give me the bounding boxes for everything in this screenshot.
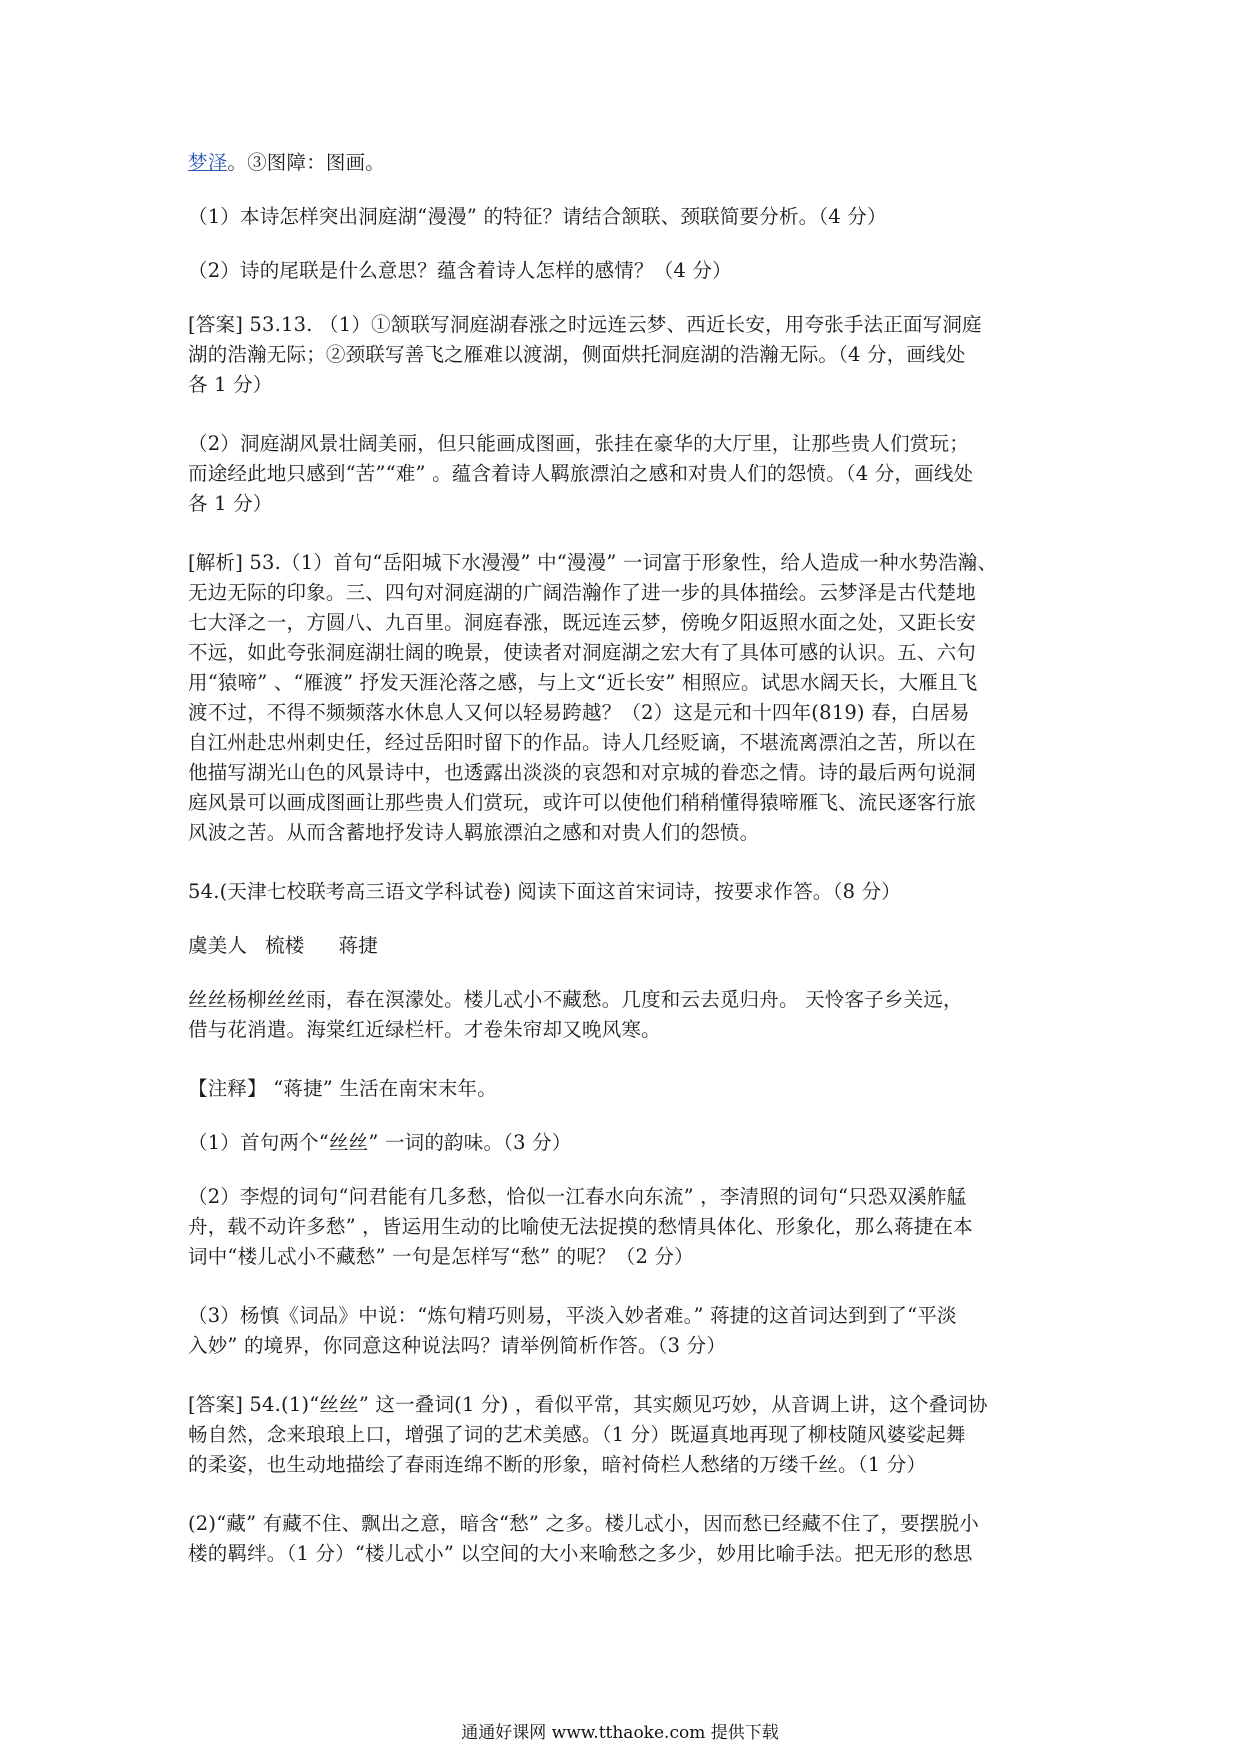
text-line: [答案] 53.13. （1）①颔联写洞庭湖春涨之时远连云梦、西近长安，用夸张手法正面写洞庭 — [188, 313, 982, 336]
text-line: [解析] 53.（1）首句“岳阳城下水漫漫” 中“漫漫” 一词富于形象性，给人造成一种水势浩瀚、 — [188, 551, 998, 574]
footnote-text: 。③图障：图画。 — [227, 151, 386, 174]
text-line: 用“猿啼” 、“雁渡” 抒发天涯沦落之感，与上文“近长安” 相照应。试思水阔天长，大雁且飞 — [188, 671, 978, 694]
text-line: 词中“楼儿忒小不藏愁” 一句是怎样写“愁” 的呢？（2 分） — [188, 1245, 694, 1268]
document-body — [188, 148, 1058, 1598]
answer-53-part1 — [188, 310, 1058, 400]
text-line: 自江州赴忠州刺史任，经过岳阳时留下的作品。诗人几经贬谪，不堪流离漂泊之苦，所以在 — [188, 731, 977, 754]
question-53-2: （2）诗的尾联是什么意思？蕴含着诗人怎样的感情？（4 分） — [188, 259, 732, 282]
question-54-heading: 54.(天津七校联考高三语文学科试卷) 阅读下面这首宋词诗，按要求作答。（8 分） — [188, 880, 901, 903]
footnote-continuation — [188, 148, 1058, 178]
text-line: 庭风景可以画成图画让那些贵人们赏玩，或许可以使他们稍稍懂得猿啼雁飞、流民逐客行旅 — [188, 791, 977, 814]
text-line: [答案] 54.(1)“丝丝” 这一叠词(1 分) ，看似平常，其实颇见巧妙，从音调上讲，这个叠词协 — [188, 1393, 988, 1416]
page-footer: 通通好课网 www.tthaoke.com 提供下载 — [461, 1723, 779, 1743]
text-line: 舟，载不动许多愁” ，皆运用生动的比喻使无法捉摸的愁情具体化、形象化，那么蒋捷在本 — [188, 1215, 973, 1238]
question-53-1: （1）本诗怎样突出洞庭湖“漫漫” 的特征？请结合颔联、颈联简要分析。（4 分） — [188, 205, 887, 228]
text-line: 湖的浩瀚无际；②颈联写善飞之雁难以渡湖，侧面烘托洞庭湖的浩瀚无际。（4 分，画线处 — [188, 343, 966, 366]
text-line: 不远，如此夸张洞庭湖壮阔的晚景，使读者对洞庭湖之宏大有了具体可感的认识。五、六句 — [188, 641, 977, 664]
answer-54-part1 — [188, 1390, 1058, 1480]
text-line: 而途经此地只感到“苦”“难” 。蕴含着诗人羁旅漂泊之感和对贵人们的怨愤。（4 分，画线处 — [188, 462, 974, 485]
text-line: 风波之苦。从而含蓄地抒发诗人羁旅漂泊之感和对贵人们的怨愤。 — [188, 821, 760, 844]
link-mengze[interactable]: 梦泽 — [188, 151, 228, 174]
poem-note: 【注释】 “蒋捷” 生活在南宋末年。 — [188, 1077, 497, 1100]
text-line: 借与花消遣。海棠红近绿栏杆。才卷朱帘却又晚风寒。 — [188, 1018, 661, 1041]
text-line: 丝丝杨柳丝丝雨，春在溟濛处。楼儿忒小不藏愁。几度和云去觅归舟。 天怜客子乡关远， — [188, 988, 963, 1011]
answer-54-part2 — [188, 1509, 1058, 1569]
text-line: (2)“藏” 有藏不住、飘出之意，暗含“愁” 之多。楼儿忒小，因而愁已经藏不住了，要摆脱小 — [188, 1512, 979, 1535]
question-54-3 — [188, 1301, 1058, 1361]
text-line: （2）洞庭湖风景壮阔美丽，但只能画成图画，张挂在豪华的大厅里，让那些贵人们赏玩； — [188, 432, 969, 455]
poem-text — [188, 985, 1058, 1045]
text-line: 楼的羁绊。（1 分）“楼儿忒小” 以空间的大小来喻愁之多少，妙用比喻手法。把无形的愁思 — [188, 1542, 973, 1565]
text-line: 入妙” 的境界，你同意这种说法吗？请举例简析作答。（3 分） — [188, 1334, 727, 1357]
poem-subtitle: 梳楼 — [265, 934, 305, 957]
text-line: 各 1 分） — [188, 492, 273, 515]
question-54-1: （1）首句两个“丝丝” 一词的韵味。（3 分） — [188, 1131, 572, 1154]
text-line: （3）杨慎《词品》中说：“炼句精巧则易，平淡入妙者难。” 蒋捷的这首词达到到了“平淡 — [188, 1304, 957, 1327]
text-line: 他描写湖光山色的风景诗中，也透露出淡淡的哀怨和对京城的眷恋之情。诗的最后两句说洞 — [188, 761, 977, 784]
poem-title — [188, 931, 1058, 961]
text-line: 的柔姿，也生动地描绘了春雨连绵不断的形象，暗衬倚栏人愁绪的万缕千丝。（1 分） — [188, 1453, 927, 1476]
poem-author: 蒋捷 — [338, 934, 378, 957]
poem-tune-name: 虞美人 — [188, 934, 248, 957]
text-line: 各 1 分） — [188, 373, 273, 396]
text-line: 无边无际的印象。三、四句对洞庭湖的广阔浩瀚作了进一步的具体描绘。云梦泽是古代楚地 — [188, 581, 977, 604]
question-54-2 — [188, 1182, 1058, 1272]
text-line: 七大泽之一，方圆八、九百里。洞庭春涨，既远连云梦，傍晚夕阳返照水面之处，又距长安 — [188, 611, 977, 634]
text-line: （2）李煜的词句“问君能有几多愁，恰似一江春水向东流” ，李清照的词句“只恐双溪舴艋 — [188, 1185, 967, 1208]
text-line: 渡不过，不得不频频落水休息人又何以轻易跨越？（2）这是元和十四年(819) 春，白居易 — [188, 701, 970, 724]
analysis-53 — [188, 548, 1058, 848]
answer-53-part2 — [188, 429, 1058, 519]
text-line: 畅自然，念来琅琅上口，增强了词的艺术美感。（1 分）既逼真地再现了柳枝随风婆娑起舞 — [188, 1423, 966, 1446]
